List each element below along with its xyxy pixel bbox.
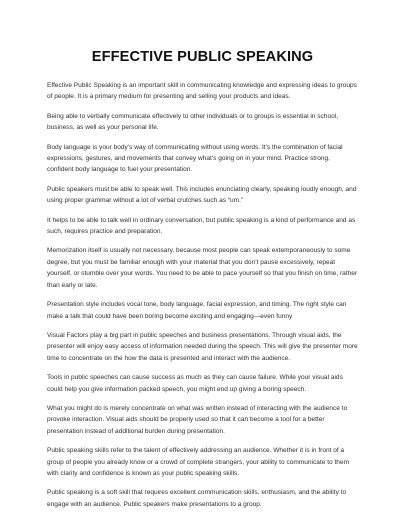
paragraph-10: What you might do is merely concentrate on what was written instead of interacting with the audience to provoke interaction. Visual aids should be properly used so that it can become a tool for a better presentation instead of additional burden during presentation.	[47, 404, 348, 435]
document-title: EFFECTIVE PUBLIC SPEAKING	[91, 49, 314, 65]
paragraph-7: Presentation style includes vocal tone, body language, facial expression, and timing. The right style can make a talk that could have been boring become exciting and engaging—even funny	[47, 301, 347, 320]
paragraph-5: It helps to be able to talk well in ordinary conversation, but public speaking is a kind of performance and as such, requires practice and preparation.	[47, 216, 356, 236]
paragraph-11: Public speaking skills refer to the talent of effectively addressing an audience. Whether it is in front of a group of people you already know or a crowd of complete strangers, your ability to communicate to them with clarity and confidence is known as your public speaking skills.	[47, 447, 350, 477]
paragraph-3: Body language is your body’s way of communicating without using words. It’s the combination of facial expressions, gestures, and movements that convey what’s going on in your mind. Practice strong, confident body language to fuel your presentation.	[47, 143, 343, 174]
paragraph-12: Public speaking is a soft skill that requires excellent communication skills, enthusiasm, and the ability to engage with an audience. Public speakers make presentations to a group.	[47, 489, 347, 508]
paragraph-4: Public speakers must be able to speak well. This includes enunciating clearly, speaking loudly enough, and using proper grammar without a lot of verbal crutches such as “um.”	[47, 185, 357, 205]
paragraph-9: Tools in public speeches can cause success as much as they can cause failure. While your visual aids could help you give information packed speech, you might end up giving a boring speech.	[47, 374, 343, 393]
paragraph-1: Effective Public Speaking is an important skill in communicating knowledge and expressing ideas to groups of people. It is a primary medium for presenting and selling your products and ideas.	[47, 82, 357, 101]
paragraph-8: Visual Factors play a big part in public speeches and business presentations. Through visual aids, the presenter will enjoy easy access of information needed during the speech. This will give the presenter more time to concentrate on the how the data is presented and interact with the audience.	[47, 331, 358, 362]
paragraph-2: Being able to verbally communicate effectively to other individuals or to groups is essential in school, business, as well as your personal life.	[47, 112, 339, 132]
paragraph-6: Memorization itself is usually not necessary, because most people can speak extemporaneously to some degree, but you must be familiar enough with your material that you don’t pause excessively, repeat yourself, or stumble over your words. You need to be able to pace yourself so that you finish on time, rather than early or late.	[47, 247, 358, 289]
